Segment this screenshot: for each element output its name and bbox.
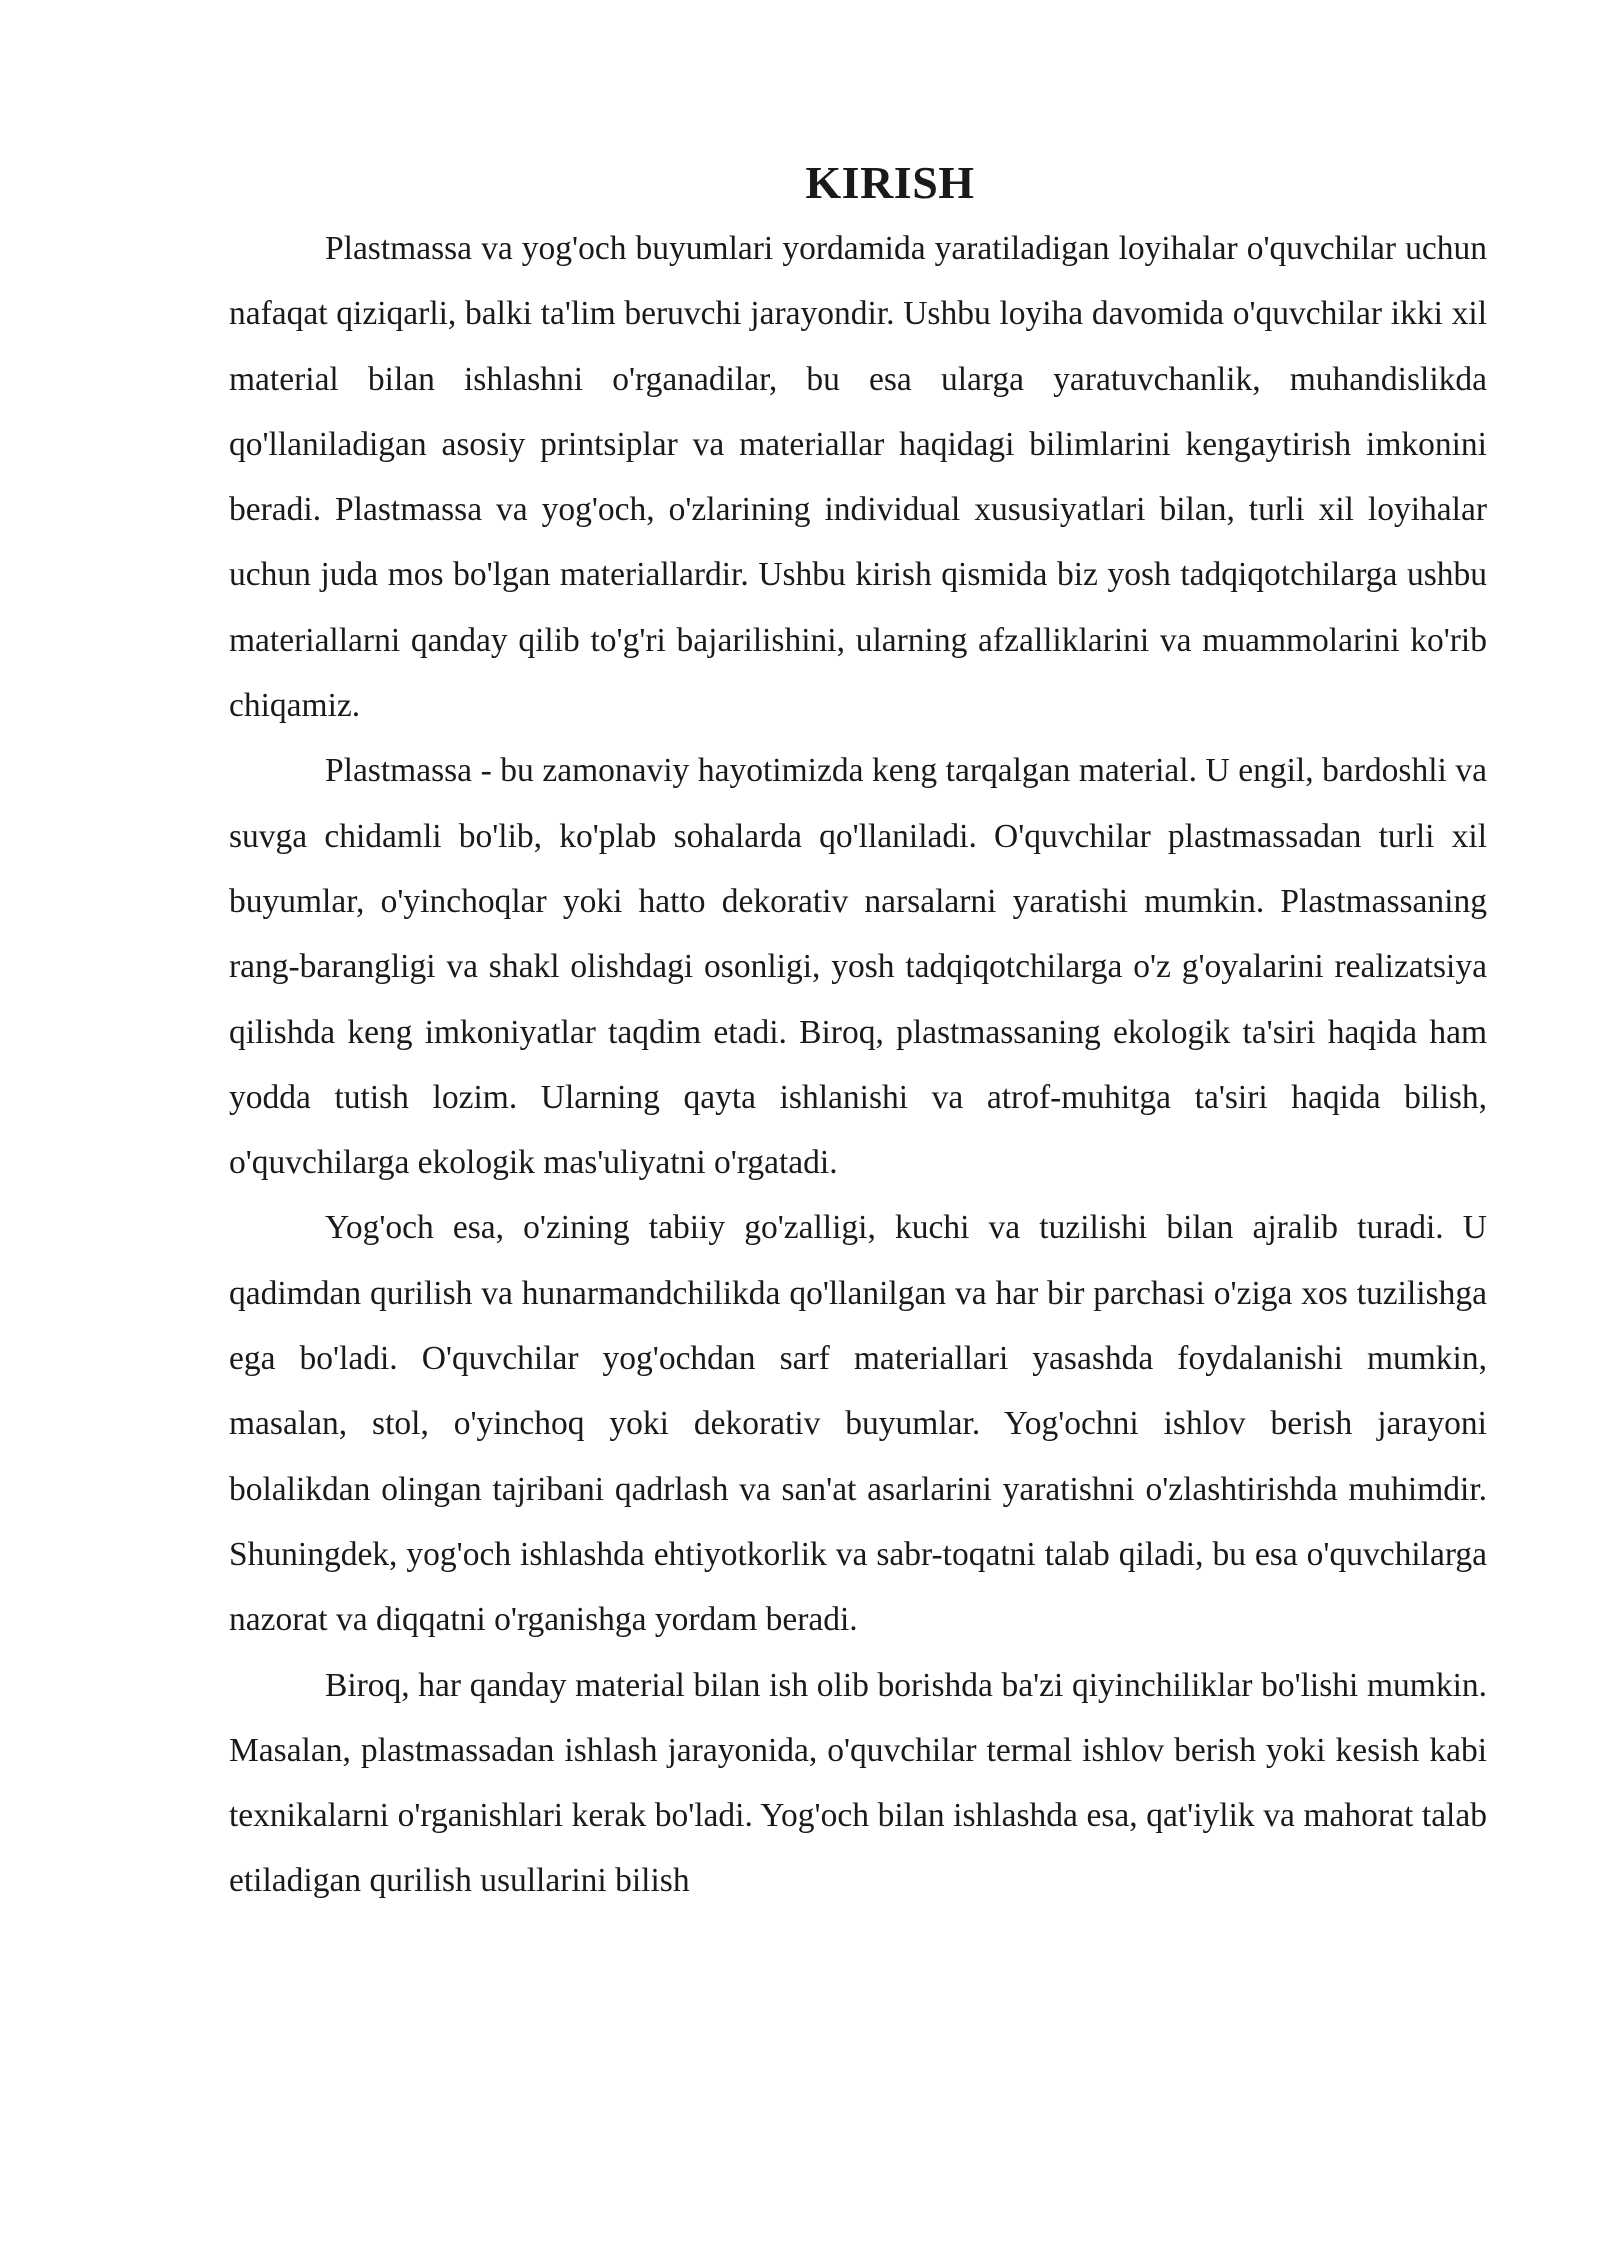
paragraph-1: Plastmassa va yog'och buyumlari yordamida yaratiladigan loyihalar o'quvchilar uchun nafaqat qiziqarli, balki ta'lim beruvchi jarayondir. Ushbu loyiha davomida o'quvchilar ikki xil material bilan ishlashni o'rganadilar, bu esa ularga yaratuvchanlik, muhandislikda qo'llaniladigan asosiy printsiplar va materiallar haqidagi bilimlarini kengaytirish imkonini beradi. Plastmassa va yog'och, o'zlarining individual xususiyatlari bilan, turli xil loyihalar uchun juda mos bo'lgan materiallardir. Ushbu kirish qismida biz yosh tadqiqotchilarga ushbu materiallarni qanday qilib to'g'ri bajarilishini, ularning afzalliklarini va muammolarini ko'rib chiqamiz. bbox=[229, 230, 1487, 725]
paragraph-4: Biroq, har qanday material bilan ish olib borishda ba'zi qiyinchiliklar bo'lishi mumkin. Masalan, plastmassadan ishlash jarayonida, o'quvchilar termal ishlov berish yoki kesish kabi texnikalarni o'rganishlari kerak bo'ladi. Yog'och bilan ishlashda esa, qat'iylik va mahorat talab etiladigan qurilish usullarini bilish bbox=[229, 1666, 1487, 1900]
paragraph-3: Yog'och esa, o'zining tabiiy go'zalligi, kuchi va tuzilishi bilan ajralib turadi. U qadimdan qurilish va hunarmandchilikda qo'llanilgan va har bir parchasi o'ziga xos tuzilishga ega bo'ladi. O'quvchilar yog'ochdan sarf materiallari yasashda foydalanishi mumkin, masalan, stol, o'yinchoq yoki dekorativ buyumlar. Yog'ochni ishlov berish jarayoni bolalikdan olingan tajribani qadrlash va san'at asarlarini yaratishni o'zlashtirishda muhimdir. Shuningdek, yog'och ishlashda ehtiyotkorlik va sabr-toqatni talab qiladi, bu esa o'quvchilarga nazorat va diqqatni o'rganishga yordam beradi. bbox=[229, 1209, 1487, 1639]
page-title: KIRISH bbox=[805, 157, 975, 208]
document-body bbox=[229, 150, 1487, 1914]
paragraph-2: Plastmassa - bu zamonaviy hayotimizda keng tarqalgan material. U engil, bardoshli va suvga chidamli bo'lib, ko'plab sohalarda qo'llaniladi. O'quvchilar plastmassadan turli xil buyumlar, o'yinchoqlar yoki hatto dekorativ narsalarni yaratishi mumkin. Plastmassaning rang-barangligi va shakl olishdagi osonligi, yosh tadqiqotchilarga o'z g'oyalarini realizatsiya qilishda keng imkoniyatlar taqdim etadi. Biroq, plastmassaning ekologik ta'siri haqida ham yodda tutish lozim. Ularning qayta ishlanishi va atrof-muhitga ta'siri haqida bilish, o'quvchilarga ekologik mas'uliyatni o'rgatadi. bbox=[229, 752, 1487, 1182]
